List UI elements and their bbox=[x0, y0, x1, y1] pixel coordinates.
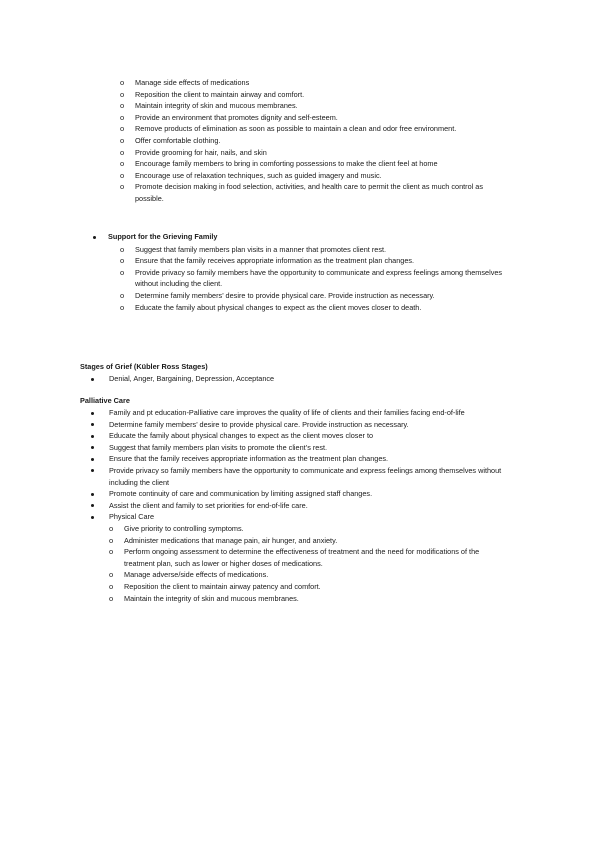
list-item: o Offer comfortable clothing. bbox=[120, 135, 510, 147]
list-item: o Perform ongoing assessment to determine the effectiveness of treatment and the need for modifications of the treatment plan, such as lower or higher doses of medications. bbox=[109, 546, 510, 569]
list-item: Suggest that family members plan visits to promote the client’s rest. bbox=[80, 442, 510, 454]
stages-of-grief-title: Stages of Grief (Kübler Ross Stages) bbox=[80, 362, 208, 371]
list-item: o Remove products of elimination as soon as possible to maintain a clean and odor free environment. bbox=[120, 123, 510, 135]
list-item: Educate the family about physical changes to expect as the client moves closer to bbox=[80, 430, 510, 442]
list-item: o Provide an environment that promotes dignity and self-esteem. bbox=[120, 112, 510, 124]
grieving-family-section bbox=[91, 231, 511, 313]
list-item: o Manage side effects of medications bbox=[120, 77, 510, 89]
physical-care-list bbox=[109, 523, 510, 604]
list-item: Provide privacy so family members have the opportunity to communicate and express feelings among themselves without including the client bbox=[80, 465, 510, 488]
list-item: o Encourage use of relaxation techniques, such as guided imagery and music. bbox=[120, 170, 510, 182]
list-item: o Provide grooming for hair, nails, and skin bbox=[120, 147, 510, 159]
physical-care-label: Physical Care bbox=[109, 512, 155, 522]
list-item: o Manage adverse/side effects of medications. bbox=[109, 569, 510, 581]
grieving-family-heading: Support for the Grieving Family bbox=[108, 232, 218, 241]
list-item: Assist the client and family to set priorities for end-of-life care. bbox=[80, 500, 510, 512]
list-item: o Suggest that family members plan visits in a manner that promotes client rest. bbox=[120, 244, 511, 256]
list-item: o Reposition the client to maintain airway patency and comfort. bbox=[109, 581, 510, 593]
list-item: o Educate the family about physical changes to expect as the client moves closer to death. bbox=[120, 302, 511, 314]
list-item: Determine family members’ desire to provide physical care. Provide instruction as necessary. bbox=[80, 419, 510, 431]
palliative-care-list bbox=[80, 407, 510, 604]
list-item: Family and pt education-Palliative care improves the quality of life of clients and their families facing end-of-life bbox=[80, 407, 510, 419]
list-item: o Encourage family members to bring in comforting possessions to make the client feel at home bbox=[120, 158, 510, 170]
list-item: Ensure that the family receives appropriate information as the treatment plan changes. bbox=[80, 453, 510, 465]
list-item: o Maintain the integrity of skin and mucous membranes. bbox=[109, 593, 510, 605]
care-list-1 bbox=[120, 77, 510, 205]
list-item: o Give priority to controlling symptoms. bbox=[109, 523, 510, 535]
list-item: o Reposition the client to maintain airway and comfort. bbox=[120, 89, 510, 101]
list-item: o Administer medications that manage pain, air hunger, and anxiety. bbox=[109, 535, 510, 547]
list-item: o Determine family members’ desire to provide physical care. Provide instruction as necessary. bbox=[120, 290, 511, 302]
grieving-family-list bbox=[120, 244, 511, 314]
physical-care-item bbox=[80, 511, 510, 604]
list-item: Denial, Anger, Bargaining, Depression, Acceptance bbox=[80, 373, 510, 385]
list-item: o Promote decision making in food selection, activities, and health care to permit the client as much control as possible. bbox=[120, 181, 510, 204]
list-item: o Ensure that the family receives appropriate information as the treatment plan changes. bbox=[120, 255, 511, 267]
list-item: o Maintain integrity of skin and mucous membranes. bbox=[120, 100, 510, 112]
list-item: o Provide privacy so family members have the opportunity to communicate and express feelings among themselves without including the client. bbox=[120, 267, 511, 290]
palliative-care-title: Palliative Care bbox=[80, 396, 130, 405]
list-item: Promote continuity of care and communication by limiting assigned staff changes. bbox=[80, 488, 510, 500]
grieving-family-item bbox=[91, 231, 511, 313]
stages-of-grief-list bbox=[80, 373, 510, 385]
